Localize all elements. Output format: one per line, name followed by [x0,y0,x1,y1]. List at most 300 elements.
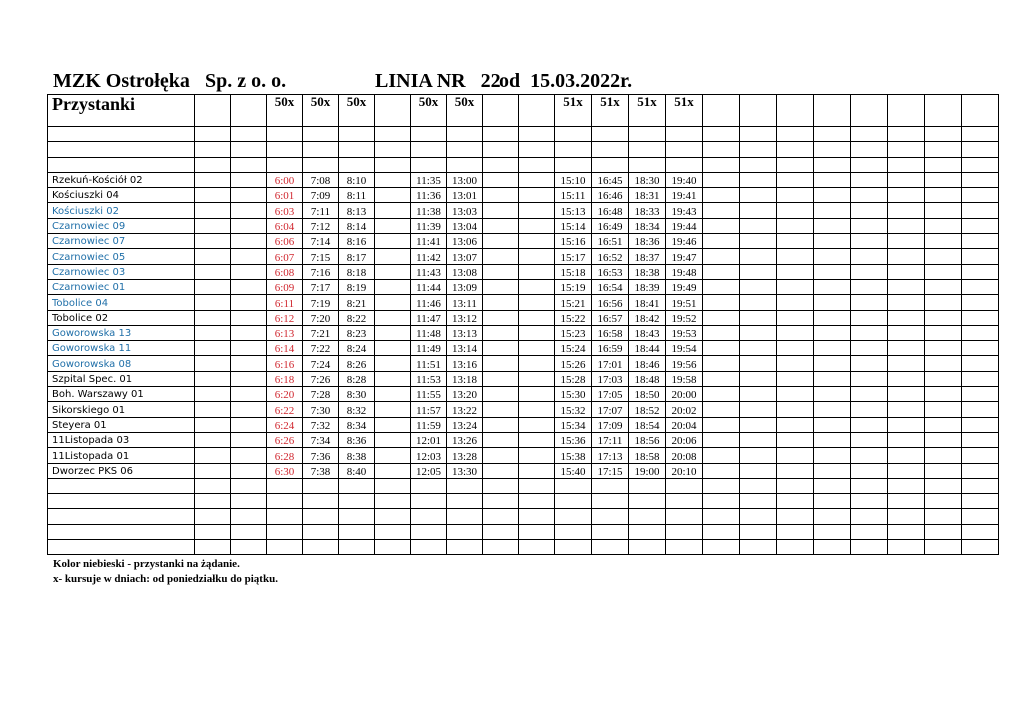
time-cell [740,142,777,157]
stop-name: Boh. Warszawy 01 [48,387,195,402]
stop-name: Sikorskiego 01 [48,402,195,417]
time-cell [925,325,962,340]
time-cell [888,371,925,386]
time-cell [519,341,555,356]
time-cell [375,356,411,371]
table-row [48,264,999,279]
time-cell [925,371,962,386]
stop-name: Czarnowiec 01 [48,279,195,294]
time-cell [483,249,519,264]
time-cell [339,142,375,157]
time-cell [851,279,888,294]
time-cell [814,341,851,356]
time-cell [231,249,267,264]
departure-time: 8:10 [339,172,375,187]
time-cell [519,494,555,509]
time-cell [592,509,629,524]
table-row [48,325,999,340]
time-cell [303,157,339,172]
stop-name: Dworzec PKS 06 [48,463,195,478]
column-header-course: 51x [555,95,592,127]
time-cell [740,387,777,402]
time-cell [851,127,888,142]
time-cell [555,142,592,157]
time-cell [814,432,851,447]
time-cell [703,203,740,218]
time-cell [375,509,411,524]
time-cell [303,478,339,493]
time-cell [814,478,851,493]
departure-time: 18:44 [629,341,666,356]
time-cell [851,249,888,264]
timetable [47,94,999,555]
time-cell [447,157,483,172]
time-cell [519,279,555,294]
time-cell [375,448,411,463]
time-cell [592,494,629,509]
column-header-course: 51x [666,95,703,127]
time-cell [483,264,519,279]
departure-time: 12:01 [411,432,447,447]
time-cell [666,478,703,493]
time-cell [925,310,962,325]
departure-time: 6:04 [267,218,303,233]
time-cell [195,432,231,447]
time-cell [195,249,231,264]
stop-name: 11Listopada 01 [48,448,195,463]
time-cell [777,494,814,509]
departure-time: 6:20 [267,387,303,402]
stop-name: Tobolice 04 [48,295,195,310]
time-cell [195,540,231,555]
time-cell [303,509,339,524]
time-cell [851,264,888,279]
time-cell [888,264,925,279]
departure-time: 8:36 [339,432,375,447]
time-cell [703,218,740,233]
departure-time: 18:58 [629,448,666,463]
departure-time: 6:26 [267,432,303,447]
time-cell [851,509,888,524]
time-cell [777,371,814,386]
time-cell [483,524,519,539]
time-cell [814,142,851,157]
time-cell [740,172,777,187]
departure-time: 19:46 [666,234,703,249]
time-cell [740,494,777,509]
time-cell [195,341,231,356]
notes [53,557,278,587]
table-row [48,371,999,386]
departure-time: 11:41 [411,234,447,249]
time-cell [851,402,888,417]
departure-time: 20:02 [666,402,703,417]
departure-time: 13:03 [447,203,483,218]
time-cell [195,478,231,493]
time-cell [851,371,888,386]
time-cell [962,432,999,447]
table-row [48,402,999,417]
departure-time: 13:01 [447,188,483,203]
time-cell [703,402,740,417]
time-cell [962,157,999,172]
time-cell [375,387,411,402]
departure-time: 7:34 [303,432,339,447]
departure-time: 6:07 [267,249,303,264]
time-cell [962,127,999,142]
time-cell [231,264,267,279]
time-cell [777,448,814,463]
departure-time: 7:21 [303,325,339,340]
time-cell [888,402,925,417]
departure-time: 8:28 [339,371,375,386]
departure-time: 19:41 [666,188,703,203]
time-cell [740,463,777,478]
blank-row [48,478,999,493]
time-cell [519,264,555,279]
time-cell [814,509,851,524]
departure-time: 6:13 [267,325,303,340]
stop-name: Szpital Spec. 01 [48,371,195,386]
time-cell [888,540,925,555]
departure-time: 12:03 [411,448,447,463]
time-cell [375,478,411,493]
time-cell [962,218,999,233]
time-cell [925,142,962,157]
departure-time: 18:30 [629,172,666,187]
time-cell [851,494,888,509]
time-cell [962,264,999,279]
time-cell [375,295,411,310]
time-cell [814,356,851,371]
departure-time: 17:11 [592,432,629,447]
time-cell [629,540,666,555]
blank-row [48,524,999,539]
departure-time: 8:19 [339,279,375,294]
time-cell [411,478,447,493]
departure-time: 7:38 [303,463,339,478]
time-cell [814,218,851,233]
time-cell [519,432,555,447]
departure-time: 7:11 [303,203,339,218]
time-cell [267,540,303,555]
time-cell [483,218,519,233]
time-cell [740,402,777,417]
departure-time: 19:58 [666,371,703,386]
time-cell [195,279,231,294]
departure-time: 19:44 [666,218,703,233]
table-row [48,356,999,371]
departure-time: 17:01 [592,356,629,371]
time-cell [888,218,925,233]
stop-name: Kościuszki 04 [48,188,195,203]
time-cell [962,371,999,386]
time-cell [629,478,666,493]
time-cell [555,157,592,172]
time-cell [962,494,999,509]
time-cell [666,494,703,509]
time-cell [703,310,740,325]
time-cell [411,127,447,142]
time-cell [777,325,814,340]
time-cell [666,524,703,539]
time-cell [703,432,740,447]
departure-time: 7:24 [303,356,339,371]
stop-name-cell [48,540,195,555]
time-cell [703,448,740,463]
time-cell [814,463,851,478]
departure-time: 15:28 [555,371,592,386]
time-cell [519,142,555,157]
departure-time: 6:30 [267,463,303,478]
time-cell [888,172,925,187]
time-cell [888,234,925,249]
time-cell [666,127,703,142]
time-cell [777,157,814,172]
departure-time: 7:30 [303,402,339,417]
time-cell [231,432,267,447]
time-cell [231,387,267,402]
time-cell [703,172,740,187]
time-cell [411,494,447,509]
time-cell [888,310,925,325]
time-cell [851,295,888,310]
table-row [48,279,999,294]
departure-time: 15:14 [555,218,592,233]
column-header-course [703,95,740,127]
column-header-course: 50x [447,95,483,127]
departure-time: 7:08 [303,172,339,187]
departure-time: 19:53 [666,325,703,340]
time-cell [231,295,267,310]
table-row [48,172,999,187]
column-header-course [888,95,925,127]
stop-name: Czarnowiec 09 [48,218,195,233]
departure-time: 7:09 [303,188,339,203]
stop-name-cell [48,494,195,509]
time-cell [195,356,231,371]
departure-time: 13:22 [447,402,483,417]
departure-time: 13:08 [447,264,483,279]
time-cell [231,402,267,417]
time-cell [740,371,777,386]
table-row [48,188,999,203]
time-cell [483,188,519,203]
time-cell [777,279,814,294]
time-cell [375,234,411,249]
departure-time: 16:46 [592,188,629,203]
time-cell [777,478,814,493]
time-cell [519,295,555,310]
time-cell [851,341,888,356]
departure-time: 11:55 [411,387,447,402]
time-cell [195,142,231,157]
time-cell [592,127,629,142]
departure-time: 7:15 [303,249,339,264]
departure-time: 19:00 [629,463,666,478]
departure-time: 13:12 [447,310,483,325]
departure-time: 7:17 [303,279,339,294]
time-cell [519,417,555,432]
time-cell [703,157,740,172]
column-header-course [851,95,888,127]
time-cell [447,494,483,509]
time-cell [777,509,814,524]
time-cell [195,157,231,172]
time-cell [703,264,740,279]
time-cell [851,463,888,478]
departure-time: 16:58 [592,325,629,340]
time-cell [888,509,925,524]
time-cell [740,157,777,172]
departure-time: 11:35 [411,172,447,187]
departure-time: 18:38 [629,264,666,279]
time-cell [814,127,851,142]
page-header [53,70,965,94]
time-cell [231,371,267,386]
time-cell [888,142,925,157]
departure-time: 16:57 [592,310,629,325]
departure-time: 19:54 [666,341,703,356]
time-cell [925,463,962,478]
time-cell [962,279,999,294]
departure-time: 13:30 [447,463,483,478]
time-cell [814,325,851,340]
departure-time: 20:06 [666,432,703,447]
time-cell [447,540,483,555]
column-header-stops: Przystanki [48,95,195,127]
time-cell [814,279,851,294]
departure-time: 19:51 [666,295,703,310]
time-cell [851,172,888,187]
time-cell [962,310,999,325]
time-cell [555,509,592,524]
departure-time: 7:19 [303,295,339,310]
time-cell [888,279,925,294]
time-cell [411,157,447,172]
departure-time: 8:18 [339,264,375,279]
departure-time: 8:16 [339,234,375,249]
time-cell [925,157,962,172]
time-cell [888,356,925,371]
time-cell [375,203,411,218]
time-cell [962,341,999,356]
departure-time: 15:16 [555,234,592,249]
time-cell [195,218,231,233]
time-cell [375,264,411,279]
blank-row [48,127,999,142]
time-cell [925,127,962,142]
time-cell [925,203,962,218]
time-cell [814,387,851,402]
time-cell [519,203,555,218]
departure-time: 7:26 [303,371,339,386]
time-cell [519,172,555,187]
departure-time: 18:37 [629,249,666,264]
time-cell [267,157,303,172]
time-cell [925,402,962,417]
time-cell [447,142,483,157]
blank-row [48,157,999,172]
time-cell [851,234,888,249]
time-cell [962,524,999,539]
time-cell [231,494,267,509]
departure-time: 13:28 [447,448,483,463]
time-cell [814,157,851,172]
time-cell [740,203,777,218]
time-cell [411,524,447,539]
departure-time: 16:52 [592,249,629,264]
time-cell [483,310,519,325]
departure-time: 13:09 [447,279,483,294]
time-cell [231,356,267,371]
column-header-course: 50x [411,95,447,127]
time-cell [851,157,888,172]
time-cell [592,540,629,555]
time-cell [925,524,962,539]
time-cell [483,402,519,417]
column-header-course: 50x [339,95,375,127]
departure-time: 17:09 [592,417,629,432]
time-cell [925,172,962,187]
departure-time: 15:40 [555,463,592,478]
time-cell [519,356,555,371]
time-cell [195,463,231,478]
column-header-course [925,95,962,127]
time-cell [703,234,740,249]
departure-time: 18:41 [629,295,666,310]
stop-name: Rzekuń-Kościół 02 [48,172,195,187]
time-cell [777,463,814,478]
time-cell [629,142,666,157]
departure-time: 7:28 [303,387,339,402]
departure-time: 11:43 [411,264,447,279]
departure-time: 7:14 [303,234,339,249]
time-cell [925,234,962,249]
time-cell [925,417,962,432]
time-cell [375,417,411,432]
departure-time: 11:46 [411,295,447,310]
time-cell [375,524,411,539]
table-row [48,387,999,402]
time-cell [519,509,555,524]
time-cell [483,341,519,356]
departure-time: 8:38 [339,448,375,463]
valid-from-date: od 15.03.2022r. [499,70,633,92]
time-cell [375,463,411,478]
departure-time: 18:34 [629,218,666,233]
time-cell [375,127,411,142]
departure-time: 8:11 [339,188,375,203]
departure-time: 15:11 [555,188,592,203]
time-cell [740,417,777,432]
departure-time: 13:11 [447,295,483,310]
departure-time: 15:10 [555,172,592,187]
time-cell [483,448,519,463]
column-header-course [740,95,777,127]
departure-time: 6:09 [267,279,303,294]
departure-time: 8:23 [339,325,375,340]
time-cell [703,249,740,264]
departure-time: 18:56 [629,432,666,447]
departure-time: 13:04 [447,218,483,233]
table-row [48,203,999,218]
time-cell [592,478,629,493]
column-header-course [231,95,267,127]
time-cell [339,524,375,539]
departure-time: 16:48 [592,203,629,218]
time-cell [483,494,519,509]
